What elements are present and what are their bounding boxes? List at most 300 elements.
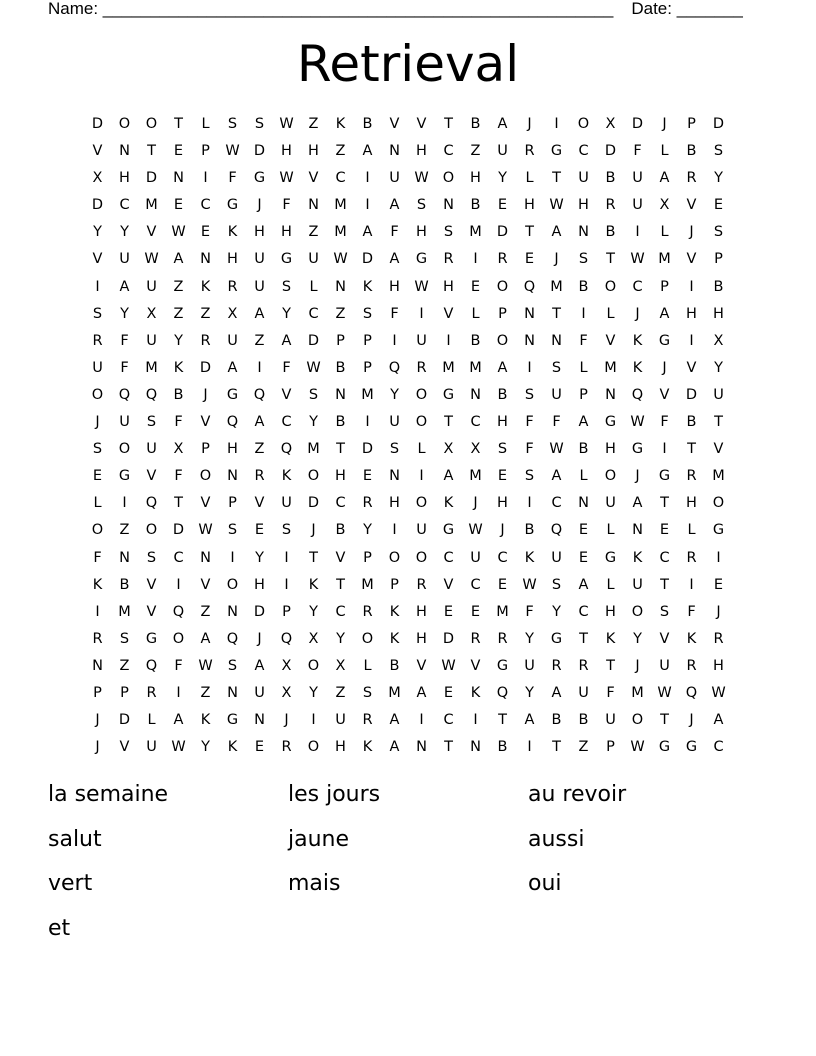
- grid-letter[interactable]: H: [497, 495, 508, 512]
- grid-letter[interactable]: W: [171, 224, 186, 241]
- grid-letter[interactable]: P: [363, 332, 372, 349]
- grid-letter[interactable]: N: [119, 143, 130, 160]
- grid-letter[interactable]: A: [200, 630, 211, 647]
- grid-letter[interactable]: I: [230, 549, 235, 566]
- grid-letter[interactable]: K: [308, 576, 319, 593]
- grid-letter[interactable]: B: [470, 116, 481, 132]
- grid-letter[interactable]: M: [334, 224, 347, 241]
- grid-letter[interactable]: L: [606, 576, 615, 593]
- grid-letter[interactable]: K: [281, 468, 292, 485]
- grid-letter[interactable]: T: [174, 495, 183, 512]
- grid-letter[interactable]: T: [147, 143, 156, 160]
- grid-letter[interactable]: V: [200, 495, 211, 512]
- grid-letter[interactable]: F: [120, 332, 129, 349]
- grid-letter[interactable]: F: [390, 305, 399, 322]
- grid-letter[interactable]: Q: [145, 657, 158, 674]
- grid-letter[interactable]: B: [470, 197, 481, 214]
- grid-letter[interactable]: J: [500, 522, 505, 539]
- grid-letter[interactable]: E: [92, 468, 103, 485]
- grid-letter[interactable]: C: [281, 414, 292, 431]
- grid-letter[interactable]: A: [227, 359, 238, 376]
- grid-letter[interactable]: S: [362, 684, 373, 701]
- grid-letter[interactable]: M: [388, 684, 401, 701]
- grid-letter[interactable]: S: [308, 386, 319, 403]
- grid-letter[interactable]: L: [471, 305, 480, 322]
- grid-letter[interactable]: P: [687, 116, 696, 132]
- grid-letter[interactable]: G: [631, 441, 644, 458]
- grid-letter[interactable]: K: [632, 332, 643, 349]
- grid-letter[interactable]: D: [307, 495, 320, 512]
- grid-letter[interactable]: I: [419, 305, 424, 322]
- grid-letter[interactable]: U: [524, 657, 535, 674]
- grid-letter[interactable]: S: [227, 116, 238, 132]
- grid-letter[interactable]: X: [146, 305, 157, 322]
- grid-letter[interactable]: S: [362, 305, 373, 322]
- grid-letter[interactable]: O: [91, 522, 104, 539]
- grid-letter[interactable]: R: [227, 278, 238, 295]
- grid-letter[interactable]: H: [227, 441, 238, 458]
- grid-letter[interactable]: H: [713, 305, 724, 322]
- grid-letter[interactable]: A: [254, 305, 265, 322]
- grid-letter[interactable]: L: [93, 495, 102, 512]
- grid-letter[interactable]: R: [416, 359, 427, 376]
- grid-letter[interactable]: I: [176, 684, 181, 701]
- grid-letter[interactable]: G: [442, 522, 455, 539]
- grid-letter[interactable]: A: [254, 657, 265, 674]
- grid-letter[interactable]: B: [551, 712, 562, 729]
- grid-letter[interactable]: B: [335, 522, 346, 539]
- grid-letter[interactable]: J: [689, 224, 694, 241]
- grid-letter[interactable]: Z: [335, 305, 346, 322]
- grid-letter[interactable]: L: [525, 170, 534, 187]
- grid-letter[interactable]: H: [443, 278, 454, 295]
- grid-letter[interactable]: Y: [633, 630, 642, 647]
- grid-letter[interactable]: P: [579, 386, 588, 403]
- grid-letter[interactable]: E: [497, 576, 508, 593]
- grid-letter[interactable]: V: [146, 576, 157, 593]
- grid-letter[interactable]: I: [203, 170, 208, 187]
- grid-letter[interactable]: R: [416, 576, 427, 593]
- grid-letter[interactable]: Z: [578, 739, 589, 756]
- grid-letter[interactable]: A: [389, 739, 400, 756]
- grid-letter[interactable]: S: [146, 549, 157, 566]
- grid-letter[interactable]: Y: [93, 224, 102, 241]
- grid-letter[interactable]: Y: [498, 170, 507, 187]
- grid-letter[interactable]: F: [174, 657, 183, 674]
- grid-letter[interactable]: T: [579, 630, 588, 647]
- grid-letter[interactable]: F: [525, 441, 534, 458]
- grid-letter[interactable]: K: [227, 224, 238, 241]
- grid-letter[interactable]: C: [443, 143, 454, 160]
- grid-letter[interactable]: K: [173, 359, 184, 376]
- grid-letter[interactable]: L: [660, 143, 669, 160]
- grid-letter[interactable]: N: [551, 332, 562, 349]
- grid-letter[interactable]: D: [199, 359, 212, 376]
- grid-letter[interactable]: R: [254, 468, 265, 485]
- grid-letter[interactable]: T: [552, 305, 561, 322]
- grid-letter[interactable]: V: [443, 576, 454, 593]
- date-field[interactable]: Date: _______: [631, 0, 743, 18]
- grid-letter[interactable]: O: [145, 522, 158, 539]
- grid-letter[interactable]: M: [658, 251, 671, 268]
- grid-letter[interactable]: R: [578, 657, 589, 674]
- grid-letter[interactable]: Q: [280, 441, 293, 458]
- grid-letter[interactable]: Y: [552, 603, 561, 620]
- grid-letter[interactable]: U: [335, 712, 346, 729]
- grid-letter[interactable]: Z: [200, 305, 211, 322]
- grid-letter[interactable]: J: [257, 630, 262, 647]
- grid-letter[interactable]: H: [416, 224, 427, 241]
- grid-letter[interactable]: T: [660, 576, 669, 593]
- grid-letter[interactable]: A: [362, 143, 373, 160]
- grid-letter[interactable]: L: [606, 305, 615, 322]
- grid-letter[interactable]: H: [119, 170, 130, 187]
- grid-letter[interactable]: B: [578, 441, 589, 458]
- grid-letter[interactable]: N: [524, 305, 535, 322]
- grid-letter[interactable]: Q: [388, 359, 401, 376]
- grid-letter[interactable]: D: [91, 116, 104, 132]
- grid-letter[interactable]: N: [389, 143, 400, 160]
- grid-letter[interactable]: O: [172, 630, 185, 647]
- grid-letter[interactable]: B: [335, 414, 346, 431]
- grid-letter[interactable]: L: [687, 522, 696, 539]
- grid-letter[interactable]: L: [660, 224, 669, 241]
- grid-letter[interactable]: N: [227, 603, 238, 620]
- grid-letter[interactable]: M: [469, 224, 482, 241]
- grid-letter[interactable]: Z: [308, 116, 319, 132]
- grid-letter[interactable]: B: [686, 143, 697, 160]
- grid-letter[interactable]: E: [173, 197, 184, 214]
- grid-letter[interactable]: N: [470, 739, 481, 756]
- grid-letter[interactable]: V: [281, 386, 292, 403]
- grid-letter[interactable]: H: [524, 197, 535, 214]
- grid-letter[interactable]: M: [307, 441, 320, 458]
- grid-letter[interactable]: Z: [119, 522, 130, 539]
- grid-letter[interactable]: G: [226, 197, 239, 214]
- grid-letter[interactable]: N: [578, 224, 589, 241]
- grid-letter[interactable]: H: [416, 603, 427, 620]
- grid-letter[interactable]: A: [497, 359, 508, 376]
- grid-letter[interactable]: E: [659, 522, 670, 539]
- grid-letter[interactable]: I: [95, 278, 100, 295]
- grid-letter[interactable]: T: [174, 116, 183, 132]
- grid-letter[interactable]: I: [635, 224, 640, 241]
- grid-letter[interactable]: J: [527, 116, 532, 132]
- grid-letter[interactable]: R: [92, 332, 103, 349]
- grid-letter[interactable]: P: [714, 251, 723, 268]
- grid-letter[interactable]: E: [497, 197, 508, 214]
- grid-letter[interactable]: U: [254, 278, 265, 295]
- grid-letter[interactable]: Z: [200, 684, 211, 701]
- grid-letter[interactable]: I: [689, 576, 694, 593]
- grid-letter[interactable]: V: [416, 657, 427, 674]
- grid-letter[interactable]: H: [416, 630, 427, 647]
- grid-letter[interactable]: K: [632, 549, 643, 566]
- grid-letter[interactable]: P: [606, 739, 615, 756]
- grid-letter[interactable]: P: [660, 278, 669, 295]
- grid-letter[interactable]: K: [389, 630, 400, 647]
- grid-letter[interactable]: V: [146, 603, 157, 620]
- grid-letter[interactable]: N: [308, 197, 319, 214]
- grid-letter[interactable]: P: [336, 332, 345, 349]
- grid-letter[interactable]: D: [145, 170, 158, 187]
- grid-letter[interactable]: X: [335, 657, 346, 674]
- grid-letter[interactable]: N: [389, 468, 400, 485]
- grid-letter[interactable]: L: [606, 522, 615, 539]
- grid-letter[interactable]: U: [632, 576, 643, 593]
- grid-letter[interactable]: R: [281, 739, 292, 756]
- grid-letter[interactable]: Y: [336, 630, 345, 647]
- grid-letter[interactable]: O: [145, 116, 158, 132]
- grid-letter[interactable]: L: [417, 441, 426, 458]
- grid-letter[interactable]: V: [686, 359, 697, 376]
- grid-letter[interactable]: R: [524, 143, 535, 160]
- grid-letter[interactable]: T: [687, 441, 696, 458]
- grid-letter[interactable]: Y: [255, 549, 264, 566]
- grid-letter[interactable]: B: [173, 386, 184, 403]
- grid-letter[interactable]: S: [713, 224, 724, 241]
- grid-letter[interactable]: Y: [714, 359, 723, 376]
- grid-letter[interactable]: W: [279, 116, 294, 132]
- grid-letter[interactable]: O: [91, 386, 104, 403]
- grid-letter[interactable]: C: [308, 305, 319, 322]
- grid-letter[interactable]: J: [662, 359, 667, 376]
- grid-letter[interactable]: A: [416, 684, 427, 701]
- grid-letter[interactable]: D: [496, 224, 509, 241]
- grid-letter[interactable]: C: [335, 603, 346, 620]
- grid-letter[interactable]: H: [713, 657, 724, 674]
- grid-letter[interactable]: R: [686, 657, 697, 674]
- grid-letter[interactable]: D: [631, 116, 644, 132]
- grid-letter[interactable]: G: [604, 549, 617, 566]
- grid-letter[interactable]: K: [92, 576, 103, 593]
- grid-letter[interactable]: I: [527, 359, 532, 376]
- grid-letter[interactable]: Q: [226, 414, 239, 431]
- grid-letter[interactable]: X: [470, 441, 481, 458]
- grid-letter[interactable]: B: [605, 224, 616, 241]
- grid-letter[interactable]: Q: [685, 684, 698, 701]
- grid-letter[interactable]: F: [525, 603, 534, 620]
- grid-letter[interactable]: D: [361, 251, 374, 268]
- grid-letter[interactable]: C: [578, 603, 589, 620]
- grid-letter[interactable]: Z: [200, 603, 211, 620]
- grid-letter[interactable]: R: [92, 630, 103, 647]
- grid-letter[interactable]: X: [308, 630, 319, 647]
- grid-letter[interactable]: T: [552, 739, 561, 756]
- grid-letter[interactable]: E: [578, 522, 589, 539]
- grid-letter[interactable]: J: [635, 657, 640, 674]
- grid-letter[interactable]: Z: [173, 305, 184, 322]
- grid-letter[interactable]: P: [201, 441, 210, 458]
- grid-letter[interactable]: O: [307, 468, 320, 485]
- grid-letter[interactable]: S: [416, 197, 427, 214]
- grid-letter[interactable]: N: [524, 332, 535, 349]
- grid-letter[interactable]: C: [632, 278, 643, 295]
- grid-letter[interactable]: Z: [119, 657, 130, 674]
- grid-letter[interactable]: N: [227, 468, 238, 485]
- grid-letter[interactable]: H: [281, 143, 292, 160]
- grid-letter[interactable]: U: [92, 359, 103, 376]
- grid-letter[interactable]: U: [632, 170, 643, 187]
- grid-letter[interactable]: Y: [525, 684, 534, 701]
- grid-letter[interactable]: W: [144, 251, 159, 268]
- grid-letter[interactable]: U: [119, 251, 130, 268]
- grid-letter[interactable]: Z: [308, 224, 319, 241]
- grid-letter[interactable]: A: [119, 278, 130, 295]
- grid-letter[interactable]: X: [605, 116, 616, 132]
- grid-letter[interactable]: R: [497, 251, 508, 268]
- grid-letter[interactable]: V: [659, 386, 670, 403]
- grid-letter[interactable]: T: [444, 116, 453, 132]
- grid-letter[interactable]: Y: [309, 684, 318, 701]
- grid-letter[interactable]: U: [578, 684, 589, 701]
- grid-letter[interactable]: B: [686, 414, 697, 431]
- grid-letter[interactable]: S: [92, 441, 103, 458]
- grid-letter[interactable]: E: [524, 251, 535, 268]
- grid-letter[interactable]: K: [200, 712, 211, 729]
- grid-letter[interactable]: G: [604, 414, 617, 431]
- grid-letter[interactable]: D: [442, 630, 455, 647]
- grid-letter[interactable]: S: [443, 224, 454, 241]
- grid-letter[interactable]: Z: [254, 441, 265, 458]
- grid-letter[interactable]: A: [173, 712, 184, 729]
- grid-letter[interactable]: G: [226, 386, 239, 403]
- grid-letter[interactable]: K: [362, 739, 373, 756]
- grid-letter[interactable]: M: [145, 197, 158, 214]
- grid-letter[interactable]: F: [228, 170, 237, 187]
- grid-letter[interactable]: S: [281, 522, 292, 539]
- grid-letter[interactable]: T: [336, 441, 345, 458]
- grid-letter[interactable]: K: [605, 630, 616, 647]
- grid-letter[interactable]: Q: [253, 386, 266, 403]
- grid-letter[interactable]: J: [554, 251, 559, 268]
- grid-letter[interactable]: Y: [525, 630, 534, 647]
- grid-letter[interactable]: I: [95, 603, 100, 620]
- grid-letter[interactable]: S: [254, 116, 265, 132]
- grid-letter[interactable]: X: [281, 657, 292, 674]
- grid-letter[interactable]: S: [146, 414, 157, 431]
- grid-letter[interactable]: V: [200, 414, 211, 431]
- grid-letter[interactable]: T: [660, 712, 669, 729]
- grid-letter[interactable]: E: [254, 739, 265, 756]
- grid-letter[interactable]: R: [713, 630, 724, 647]
- grid-letter[interactable]: E: [443, 684, 454, 701]
- grid-letter[interactable]: U: [227, 332, 238, 349]
- grid-letter[interactable]: A: [362, 224, 373, 241]
- grid-letter[interactable]: B: [713, 278, 724, 295]
- grid-letter[interactable]: F: [687, 603, 696, 620]
- grid-letter[interactable]: H: [389, 278, 400, 295]
- grid-letter[interactable]: V: [416, 116, 427, 132]
- grid-letter[interactable]: T: [525, 224, 534, 241]
- grid-letter[interactable]: U: [605, 495, 616, 512]
- grid-letter[interactable]: T: [336, 576, 345, 593]
- grid-letter[interactable]: B: [335, 359, 346, 376]
- grid-letter[interactable]: J: [473, 495, 478, 512]
- grid-letter[interactable]: A: [551, 224, 562, 241]
- grid-letter[interactable]: U: [632, 197, 643, 214]
- grid-letter[interactable]: R: [551, 657, 562, 674]
- grid-letter[interactable]: W: [198, 657, 213, 674]
- grid-letter[interactable]: U: [254, 251, 265, 268]
- grid-letter[interactable]: W: [414, 170, 429, 187]
- grid-letter[interactable]: H: [497, 414, 508, 431]
- grid-letter[interactable]: V: [146, 468, 157, 485]
- grid-letter[interactable]: H: [686, 495, 697, 512]
- grid-letter[interactable]: C: [470, 414, 481, 431]
- grid-letter[interactable]: M: [631, 684, 644, 701]
- grid-letter[interactable]: J: [662, 116, 667, 132]
- grid-letter[interactable]: Z: [173, 278, 184, 295]
- grid-letter[interactable]: Y: [174, 332, 183, 349]
- grid-letter[interactable]: O: [118, 441, 131, 458]
- grid-letter[interactable]: U: [119, 414, 130, 431]
- grid-letter[interactable]: U: [605, 712, 616, 729]
- grid-letter[interactable]: O: [361, 630, 374, 647]
- grid-letter[interactable]: Q: [145, 386, 158, 403]
- grid-letter[interactable]: C: [443, 549, 454, 566]
- grid-letter[interactable]: O: [415, 414, 428, 431]
- grid-letter[interactable]: M: [361, 386, 374, 403]
- grid-letter[interactable]: O: [442, 170, 455, 187]
- grid-letter[interactable]: O: [307, 739, 320, 756]
- grid-letter[interactable]: T: [606, 657, 615, 674]
- grid-letter[interactable]: S: [659, 603, 670, 620]
- grid-letter[interactable]: T: [444, 739, 453, 756]
- grid-letter[interactable]: V: [686, 197, 697, 214]
- grid-letter[interactable]: L: [201, 116, 210, 132]
- grid-letter[interactable]: V: [92, 143, 103, 160]
- grid-letter[interactable]: L: [579, 468, 588, 485]
- grid-letter[interactable]: S: [551, 576, 562, 593]
- grid-letter[interactable]: H: [254, 576, 265, 593]
- grid-letter[interactable]: G: [712, 522, 725, 539]
- grid-letter[interactable]: U: [578, 170, 589, 187]
- grid-letter[interactable]: F: [120, 359, 129, 376]
- grid-letter[interactable]: W: [657, 684, 672, 701]
- grid-letter[interactable]: G: [442, 386, 455, 403]
- grid-letter[interactable]: Y: [390, 386, 399, 403]
- grid-letter[interactable]: C: [200, 197, 211, 214]
- grid-letter[interactable]: F: [282, 359, 291, 376]
- grid-letter[interactable]: O: [118, 116, 131, 132]
- grid-letter[interactable]: M: [712, 468, 725, 485]
- grid-letter[interactable]: T: [660, 495, 669, 512]
- grid-letter[interactable]: U: [713, 386, 724, 403]
- grid-letter[interactable]: S: [524, 468, 535, 485]
- grid-letter[interactable]: K: [443, 495, 454, 512]
- grid-letter[interactable]: Q: [172, 603, 185, 620]
- grid-letter[interactable]: C: [335, 495, 346, 512]
- grid-letter[interactable]: F: [174, 468, 183, 485]
- grid-letter[interactable]: O: [307, 657, 320, 674]
- grid-letter[interactable]: K: [470, 684, 481, 701]
- grid-letter[interactable]: C: [713, 739, 724, 756]
- grid-letter[interactable]: E: [173, 143, 184, 160]
- grid-letter[interactable]: N: [335, 278, 346, 295]
- grid-letter[interactable]: R: [362, 495, 373, 512]
- grid-letter[interactable]: R: [200, 332, 211, 349]
- grid-letter[interactable]: W: [711, 684, 726, 701]
- grid-letter[interactable]: S: [92, 305, 103, 322]
- grid-letter[interactable]: O: [631, 712, 644, 729]
- grid-letter[interactable]: O: [496, 278, 509, 295]
- grid-letter[interactable]: B: [470, 332, 481, 349]
- grid-letter[interactable]: U: [281, 495, 292, 512]
- grid-letter[interactable]: U: [551, 386, 562, 403]
- grid-letter[interactable]: T: [444, 414, 453, 431]
- grid-letter[interactable]: M: [469, 468, 482, 485]
